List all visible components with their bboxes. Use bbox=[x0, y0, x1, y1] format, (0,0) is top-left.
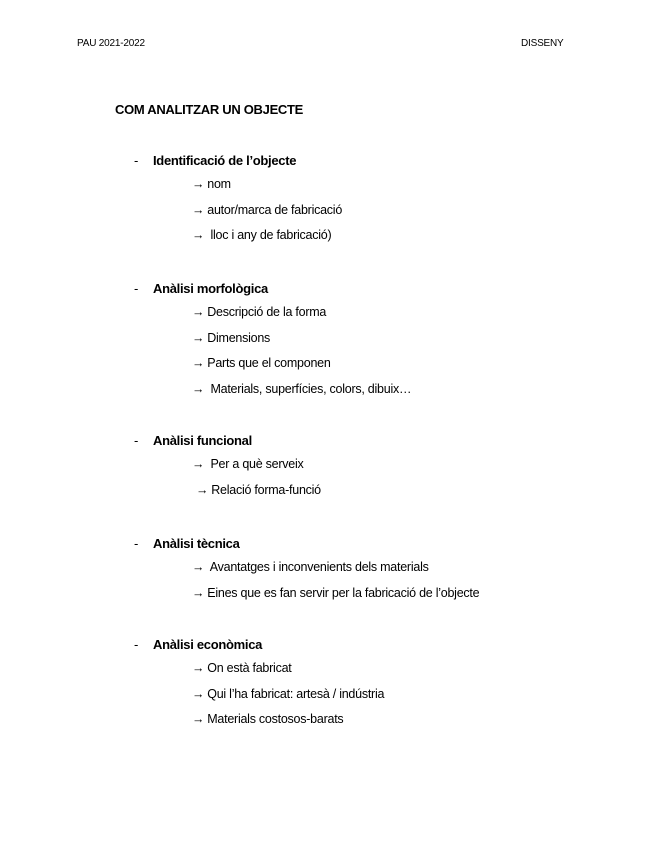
list-item-text: Materials, superfícies, colors, dibuix… bbox=[207, 381, 412, 396]
list-item-text: Dimensions bbox=[207, 330, 271, 345]
list-item-text: Parts que el componen bbox=[207, 356, 331, 371]
list-item-text: Eines que es fan servir per la fabricació de l’objecte bbox=[207, 585, 480, 600]
list-item bbox=[192, 382, 411, 400]
section-title: Anàlisi tècnica bbox=[153, 536, 240, 551]
arrow-right-icon: → bbox=[196, 482, 209, 497]
arrow-right-icon: → bbox=[192, 202, 205, 217]
list-item-text: lloc i any de fabricació) bbox=[207, 228, 332, 243]
section-heading bbox=[0, 153, 655, 173]
list-item bbox=[192, 356, 331, 374]
section-title: Anàlisi funcional bbox=[153, 433, 252, 448]
arrow-right-icon: → bbox=[192, 356, 205, 371]
list-item-text: Qui l’ha fabricat: artesà / indústria bbox=[207, 686, 385, 701]
arrow-right-icon: → bbox=[192, 661, 205, 675]
bullet-dash: - bbox=[134, 153, 139, 168]
list-item bbox=[192, 305, 326, 323]
list-item bbox=[192, 228, 331, 246]
header-subject-label: DISSENY bbox=[521, 38, 564, 49]
list-item bbox=[192, 687, 384, 705]
list-item bbox=[192, 457, 304, 475]
list-item-text: autor/marca de fabricació bbox=[207, 202, 343, 217]
list-item bbox=[192, 712, 343, 730]
section-analisi-morfologica bbox=[0, 281, 655, 396]
section-heading bbox=[0, 281, 655, 301]
list-item-text: Per a què serveix bbox=[207, 457, 304, 471]
bullet-dash: - bbox=[134, 433, 139, 448]
list-item bbox=[192, 560, 429, 578]
bullet-dash: - bbox=[134, 281, 139, 296]
arrow-right-icon: → bbox=[192, 585, 205, 600]
section-identificacio-de-l-objecte bbox=[0, 153, 655, 243]
section-title: Identificació de l’objecte bbox=[153, 153, 297, 168]
arrow-right-icon: → bbox=[192, 177, 205, 191]
section-title: Anàlisi morfològica bbox=[153, 281, 268, 296]
arrow-right-icon: → bbox=[192, 560, 205, 574]
list-item bbox=[192, 331, 270, 349]
section-analisi-economica bbox=[0, 637, 655, 727]
section-analisi-funcional bbox=[0, 433, 655, 497]
list-item bbox=[196, 483, 321, 501]
section-heading bbox=[0, 536, 655, 556]
arrow-right-icon: → bbox=[192, 305, 205, 319]
arrow-right-icon: → bbox=[192, 686, 205, 701]
bullet-dash: - bbox=[134, 637, 139, 652]
arrow-right-icon: → bbox=[192, 381, 205, 396]
arrow-right-icon: → bbox=[192, 228, 205, 243]
bullet-dash: - bbox=[134, 536, 139, 551]
header-course-label: PAU 2021-2022 bbox=[77, 38, 145, 49]
section-heading bbox=[0, 637, 655, 657]
arrow-right-icon: → bbox=[192, 712, 205, 727]
list-item-text: On està fabricat bbox=[207, 661, 292, 675]
page-title: COM ANALITZAR UN OBJECTE bbox=[115, 102, 304, 117]
section-title: Anàlisi econòmica bbox=[153, 637, 263, 652]
list-item-text: Avantatges i inconvenients dels materials bbox=[207, 560, 429, 574]
section-analisi-tecnica bbox=[0, 536, 655, 600]
arrow-right-icon: → bbox=[192, 457, 205, 471]
section-heading bbox=[0, 433, 655, 453]
list-item-text: Relació forma-funció bbox=[211, 482, 321, 497]
list-item bbox=[192, 203, 342, 221]
list-item-text: Descripció de la forma bbox=[207, 305, 327, 319]
list-item-text: nom bbox=[207, 177, 231, 191]
list-item-text: Materials costosos-barats bbox=[207, 712, 344, 727]
list-item bbox=[192, 586, 479, 604]
arrow-right-icon: → bbox=[192, 330, 205, 345]
list-item bbox=[192, 661, 292, 679]
list-item bbox=[192, 177, 231, 195]
